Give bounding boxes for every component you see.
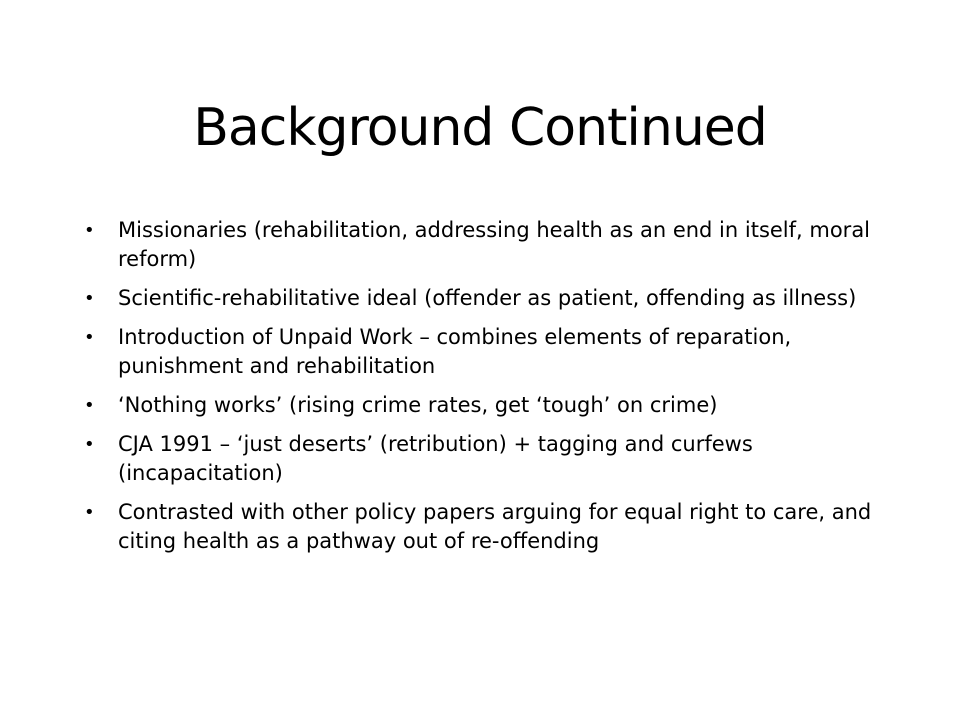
bullet-icon: • <box>84 327 95 348</box>
bullet-icon: • <box>84 395 95 416</box>
bullet-item <box>84 498 874 556</box>
bullet-text: Missionaries (rehabilitation, addressing health as an end in itself, moral reform) <box>118 218 871 271</box>
slide-title: Background Continued <box>193 98 767 158</box>
bullet-icon: • <box>84 220 95 241</box>
bullet-item <box>84 323 874 381</box>
bullet-icon: • <box>84 288 95 309</box>
bullet-list <box>84 216 874 566</box>
bullet-text: CJA 1991 – ‘just deserts’ (retribution) + tagging and curfews (incapacitation) <box>118 432 753 485</box>
bullet-text: Scientific-rehabilitative ideal (offender as patient, offending as illness) <box>118 286 857 310</box>
bullet-text: Introduction of Unpaid Work – combines elements of reparation, punishment and rehabilitation <box>118 325 792 378</box>
bullet-icon: • <box>84 434 95 455</box>
bullet-text: Contrasted with other policy papers arguing for equal right to care, and citing health as a pathway out of re-offending <box>118 500 872 553</box>
bullet-item <box>84 391 874 420</box>
bullet-item <box>84 430 874 488</box>
bullet-text: ‘Nothing works’ (rising crime rates, get ‘tough’ on crime) <box>118 393 718 417</box>
bullet-icon: • <box>84 502 95 523</box>
bullet-item <box>84 284 874 313</box>
bullet-item <box>84 216 874 274</box>
